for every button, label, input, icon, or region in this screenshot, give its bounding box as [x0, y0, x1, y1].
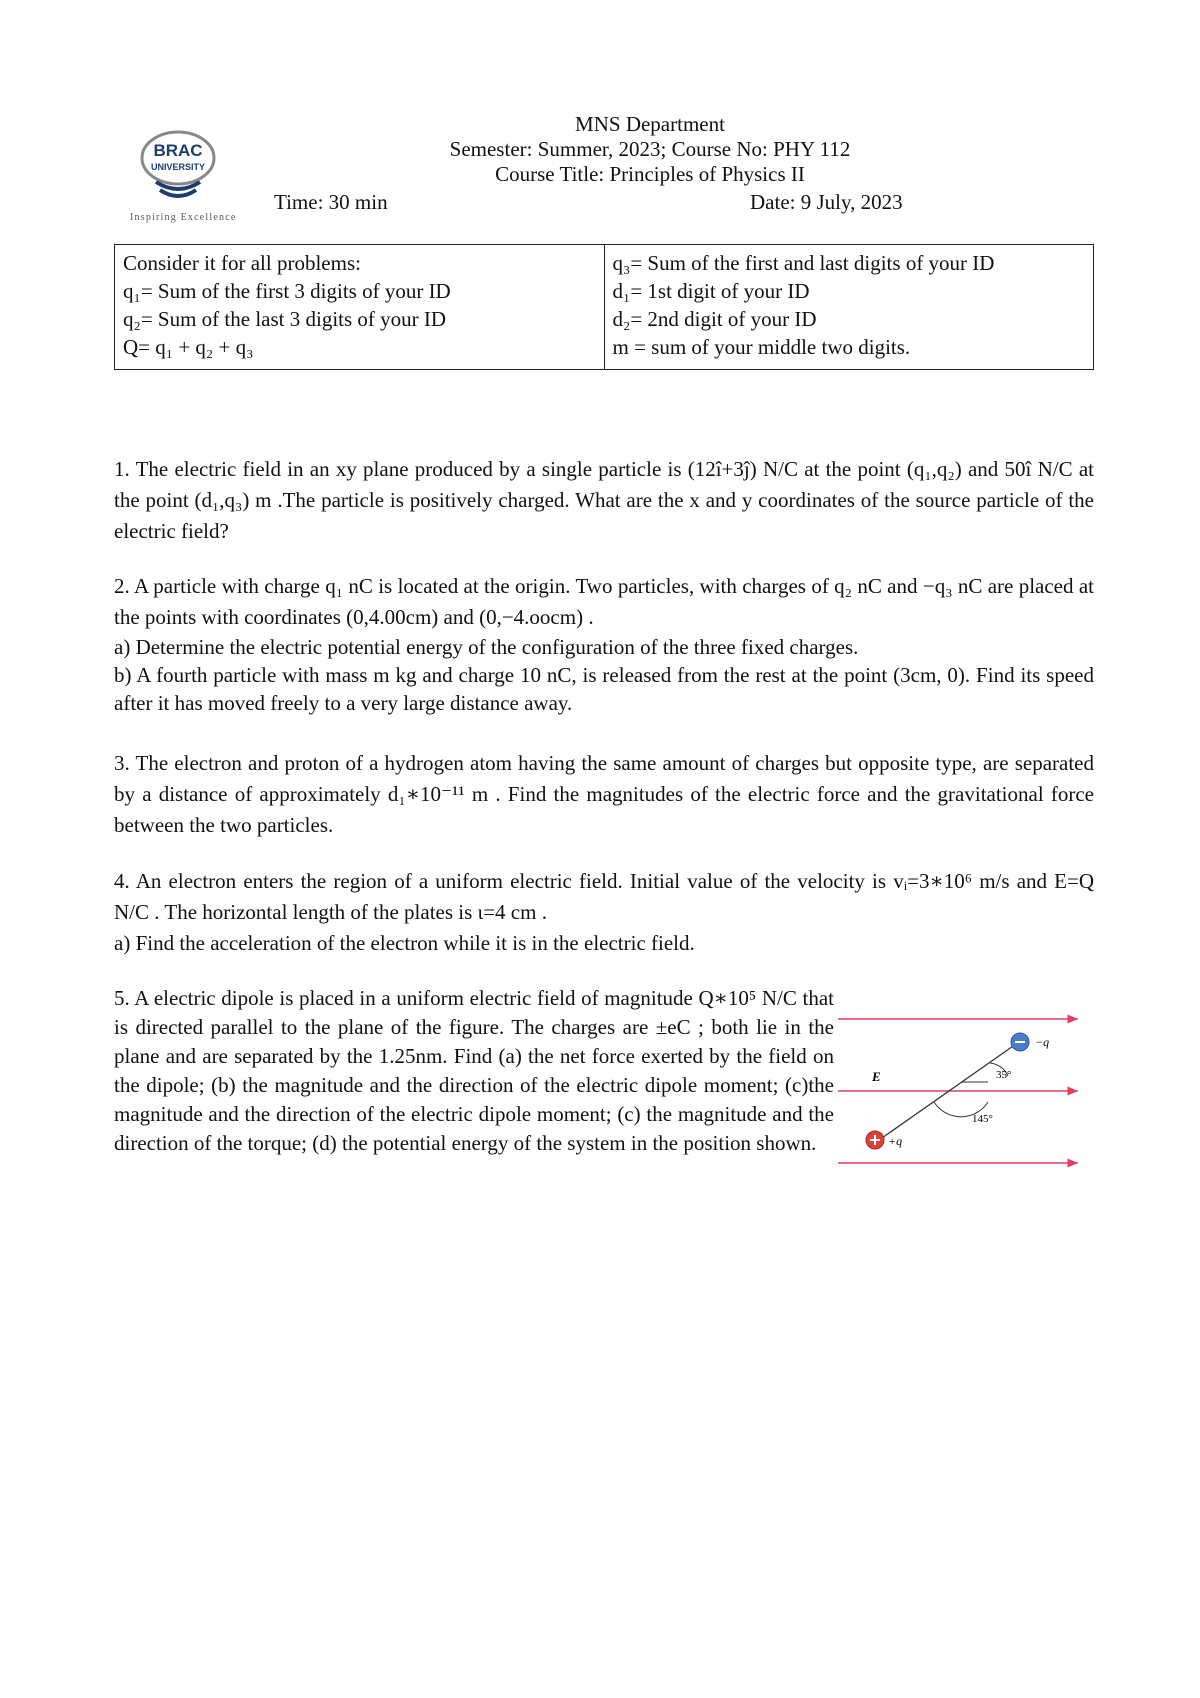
question-1 — [114, 454, 1094, 547]
question-4 — [114, 866, 1094, 959]
variable-row: m = sum of your middle two digits. — [612, 335, 911, 359]
dipole-figure — [838, 1014, 1084, 1188]
negative-charge-label: −q — [1035, 1035, 1050, 1049]
variables-left-column — [115, 245, 604, 369]
variable-row: q₂= Sum of the last 3 digits of your ID — [123, 307, 447, 331]
university-logo — [130, 130, 260, 230]
question-3-text: 3. The electron and proton of a hydrogen atom having the same amount of charges but opposite type, are separated by a distance of approximately d₁∗10⁻¹¹ m . Find the magnitudes of the electric force and the gravitational force between the two particles. — [114, 751, 1094, 837]
question-2 — [114, 571, 1094, 717]
variable-row: Consider it for all problems: — [123, 251, 361, 275]
course-title-line: Course Title: Principles of Physics II — [495, 162, 805, 186]
variable-definitions-table — [114, 244, 1094, 370]
variable-row: Q= q₁ + q₂ + q₃ — [123, 335, 254, 359]
exam-time: Time: 30 min — [274, 190, 388, 214]
logo-name-line2: UNIVERSITY — [150, 162, 206, 172]
variable-row: q₁= Sum of the first 3 digits of your ID — [123, 279, 451, 303]
question-4-part-a: a) Find the acceleration of the electron while it is in the electric field. — [114, 931, 695, 955]
question-5-text: 5. A electric dipole is placed in a uniform electric field of magnitude Q∗10⁵ N/C that is directed parallel to the plane of the figure. The charges are ±eC ; both lie in the plane and are separated by the 1.25nm. Find (a) the net force exerted by the field on the dipole; (b) the magnitude and the direction of the electric dipole moment; (c)the magnitude and the direction of the electric dipole moment; (c) the magnitude and the direction of the torque; (d) the potential energy of the system in the position shown. — [114, 986, 834, 1155]
question-4-intro: 4. An electron enters the region of a uniform electric field. Initial value of the velocity is vᵢ=3∗10⁶ m/s and E=Q N/C . The horizontal length of the plates is ι=4 cm . — [114, 869, 1094, 924]
exam-date: Date: 9 July, 2023 — [750, 190, 903, 214]
department-title: MNS Department — [575, 112, 725, 136]
positive-charge-label: +q — [888, 1134, 903, 1148]
angle-145-label: 145° — [972, 1113, 993, 1125]
brac-logo-emblem — [130, 130, 260, 230]
question-3 — [114, 748, 1094, 841]
variable-row: d₂= 2nd digit of your ID — [612, 307, 817, 331]
variables-right-column — [604, 245, 1094, 369]
variable-row: d₁= 1st digit of your ID — [612, 279, 810, 303]
question-1-text: 1. The electric field in an xy plane produced by a single particle is (12î+3ĵ) N/C at the point (q₁,q₂) and 50î N/C at the point (d₁,q₃) m .The particle is positively charged. What are the x and y coordinates of the source particle of the electric field? — [114, 457, 1094, 543]
question-2-intro: 2. A particle with charge q₁ nC is located at the origin. Two particles, with charges of q₂ nC and −q₃ nC are placed at the points with coordinates (0,4.00cm) and (0,−4.oocm) . — [114, 574, 1094, 629]
logo-name-line1: BRAC — [153, 141, 203, 160]
semester-course-line: Semester: Summer, 2023; Course No: PHY 112 — [449, 137, 851, 161]
variable-row: q₃= Sum of the first and last digits of your ID — [612, 251, 995, 275]
question-2-part-b: b) A fourth particle with mass m kg and charge 10 nC, is released from the rest at the point (3cm, 0). Find its speed after it has moved freely to a very large distance away. — [114, 663, 1094, 715]
logo-tagline: Inspiring Excellence — [130, 212, 237, 223]
field-label: E — [872, 1069, 881, 1084]
angle-35-label: 35° — [996, 1069, 1012, 1081]
question-5 — [114, 984, 834, 1158]
question-2-part-a: a) Determine the electric potential energy of the configuration of the three fixed charges. — [114, 635, 859, 659]
